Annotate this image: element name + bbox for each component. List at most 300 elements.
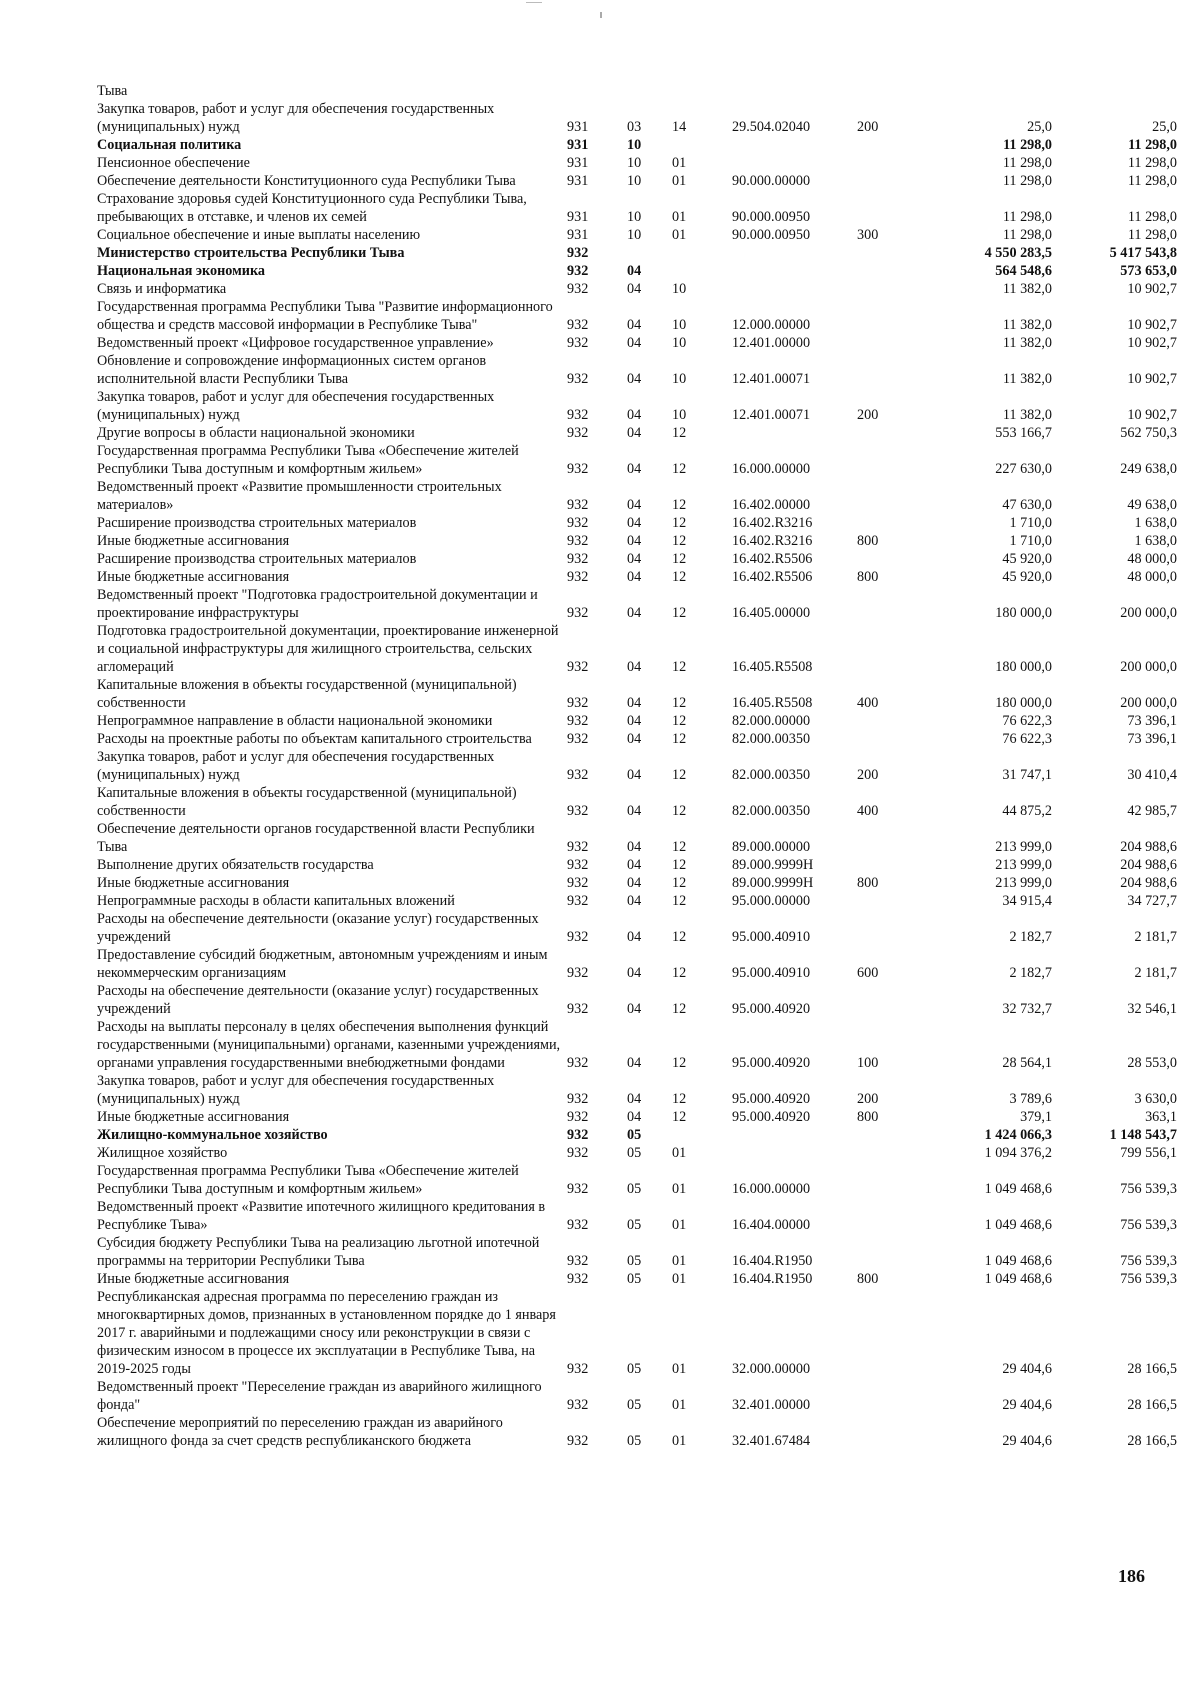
- cell-subsection: 14: [672, 119, 687, 135]
- cell-sum-year-1: 180 000,0: [995, 605, 1052, 621]
- table-row: [97, 478, 1177, 514]
- cell-name: Капитальные вложения в объекты государственной (муниципальной) собственности: [97, 677, 517, 711]
- cell-target-article: 82.000.00350: [732, 731, 811, 747]
- cell-sum-year-1: 2 182,7: [1009, 965, 1052, 981]
- cell-subsection: 10: [672, 407, 687, 423]
- cell-sum-year-2: 73 396,1: [1127, 731, 1177, 747]
- table-row: [97, 892, 1177, 910]
- cell-sum-year-1: 25,0: [1027, 119, 1052, 135]
- cell-sum-year-1: 213 999,0: [995, 875, 1052, 891]
- cell-sum-year-2: 562 750,3: [1120, 425, 1177, 441]
- cell-subsection: 12: [672, 839, 687, 855]
- cell-name: Ведомственный проект «Развитие промышленности строительных материалов»: [97, 479, 502, 513]
- cell-sum-year-2: 573 653,0: [1120, 263, 1177, 279]
- table-row: [97, 946, 1177, 982]
- table-row: [97, 1270, 1177, 1288]
- cell-target-article: 16.402.R5506: [732, 551, 813, 567]
- table-row: [97, 748, 1177, 784]
- cell-sum-year-1: 1 049 468,6: [984, 1217, 1052, 1233]
- cell-expense-type: 800: [857, 875, 879, 891]
- cell-sum-year-1: 29 404,6: [1002, 1361, 1052, 1377]
- table-row: [97, 280, 1177, 298]
- cell-sum-year-2: 28 166,5: [1127, 1361, 1177, 1377]
- cell-name: Иные бюджетные ассигнования: [97, 875, 290, 891]
- cell-subsection: 12: [672, 425, 687, 441]
- cell-target-article: 82.000.00350: [732, 767, 811, 783]
- cell-target-article: 12.000.00000: [732, 317, 811, 333]
- cell-subsection: 12: [672, 713, 687, 729]
- cell-target-article: 16.000.00000: [732, 1181, 811, 1197]
- cell-target-article: 32.401.67484: [732, 1433, 811, 1449]
- table-row: [97, 568, 1177, 586]
- table-row: [97, 172, 1177, 190]
- cell-expense-type: 200: [857, 767, 879, 783]
- cell-target-article: 16.404.R1950: [732, 1271, 813, 1287]
- cell-sum-year-2: 10 902,7: [1127, 371, 1177, 387]
- cell-name: Обеспечение мероприятий по переселению граждан из аварийного жилищного фонда за счет средств республиканского бюджета: [97, 1415, 503, 1449]
- cell-sum-year-2: 48 000,0: [1127, 551, 1177, 567]
- cell-section: 04: [627, 731, 642, 747]
- cell-expense-type: 800: [857, 1271, 879, 1287]
- cell-sum-year-2: 756 539,3: [1120, 1217, 1177, 1233]
- cell-name: Государственная программа Республики Тыва "Развитие информационного общества и средств массовой информации в Республике Тыва": [97, 299, 553, 333]
- table-row: [97, 262, 1177, 280]
- cell-section: 04: [627, 803, 642, 819]
- cell-sum-year-2: 5 417 543,8: [1109, 245, 1177, 261]
- cell-section: 04: [627, 551, 642, 567]
- cell-name: Социальное обеспечение и иные выплаты населению: [97, 227, 421, 243]
- cell-section: 04: [627, 317, 642, 333]
- scan-mark: [526, 2, 542, 3]
- cell-grbs: 932: [567, 533, 589, 549]
- cell-target-article: 90.000.00950: [732, 227, 811, 243]
- cell-sum-year-1: 32 732,7: [1002, 1001, 1052, 1017]
- cell-sum-year-1: 227 630,0: [995, 461, 1052, 477]
- table-row: [97, 712, 1177, 730]
- cell-section: 04: [627, 263, 642, 279]
- cell-grbs: 932: [567, 875, 589, 891]
- cell-sum-year-1: 2 182,7: [1009, 929, 1052, 945]
- table-row: [97, 730, 1177, 748]
- cell-sum-year-2: 200 000,0: [1120, 695, 1177, 711]
- cell-subsection: 12: [672, 965, 687, 981]
- cell-grbs: 932: [567, 1055, 589, 1071]
- cell-name: Социальная политика: [97, 137, 242, 153]
- cell-sum-year-1: 1 094 376,2: [984, 1145, 1052, 1161]
- cell-section: 05: [627, 1217, 642, 1233]
- cell-sum-year-2: 11 298,0: [1127, 173, 1177, 189]
- cell-section: 10: [627, 137, 642, 153]
- cell-sum-year-2: 3 630,0: [1134, 1091, 1177, 1107]
- cell-sum-year-2: 756 539,3: [1120, 1271, 1177, 1287]
- cell-section: 04: [627, 1055, 642, 1071]
- cell-grbs: 932: [567, 695, 589, 711]
- cell-section: 05: [627, 1145, 642, 1161]
- cell-sum-year-2: 200 000,0: [1120, 605, 1177, 621]
- cell-sum-year-2: 73 396,1: [1127, 713, 1177, 729]
- cell-subsection: 01: [672, 227, 687, 243]
- table-row: [97, 982, 1177, 1018]
- cell-section: 05: [627, 1433, 642, 1449]
- cell-subsection: 12: [672, 1001, 687, 1017]
- cell-target-article: 95.000.40920: [732, 1001, 811, 1017]
- table-row: [97, 1378, 1177, 1414]
- cell-name: Государственная программа Республики Тыва «Обеспечение жителей Республики Тыва доступным и комфортным жильем»: [97, 443, 519, 477]
- cell-grbs: 932: [567, 1397, 589, 1413]
- cell-sum-year-2: 32 546,1: [1127, 1001, 1177, 1017]
- cell-sum-year-1: 28 564,1: [1002, 1055, 1052, 1071]
- cell-sum-year-2: 11 298,0: [1127, 227, 1177, 243]
- cell-name: Обеспечение деятельности Конституционного суда Республики Тыва: [97, 173, 516, 189]
- cell-subsection: 12: [672, 893, 687, 909]
- cell-sum-year-2: 34 727,7: [1127, 893, 1177, 909]
- cell-expense-type: 400: [857, 695, 879, 711]
- cell-sum-year-1: 29 404,6: [1002, 1397, 1052, 1413]
- cell-section: 04: [627, 335, 642, 351]
- table-row: [97, 514, 1177, 532]
- cell-section: 05: [627, 1397, 642, 1413]
- cell-grbs: 932: [567, 893, 589, 909]
- cell-sum-year-2: 28 553,0: [1127, 1055, 1177, 1071]
- cell-sum-year-1: 31 747,1: [1002, 767, 1052, 783]
- cell-subsection: 01: [672, 1397, 687, 1413]
- cell-sum-year-2: 28 166,5: [1127, 1397, 1177, 1413]
- cell-grbs: 931: [567, 155, 589, 171]
- table-row: [97, 244, 1177, 262]
- cell-sum-year-1: 11 298,0: [1002, 209, 1052, 225]
- cell-name: Жилищно-коммунальное хозяйство: [97, 1127, 328, 1143]
- cell-sum-year-1: 1 710,0: [1009, 515, 1052, 531]
- cell-subsection: 01: [672, 1145, 687, 1161]
- cell-grbs: 932: [567, 263, 589, 279]
- cell-target-article: 32.401.00000: [732, 1397, 811, 1413]
- cell-sum-year-1: 180 000,0: [995, 695, 1052, 711]
- cell-target-article: 95.000.40920: [732, 1109, 811, 1125]
- cell-target-article: 16.000.00000: [732, 461, 811, 477]
- cell-subsection: 01: [672, 1253, 687, 1269]
- cell-expense-type: 300: [857, 227, 879, 243]
- cell-grbs: 932: [567, 965, 589, 981]
- cell-name: Обеспечение деятельности органов государственной власти Республики Тыва: [97, 821, 535, 855]
- cell-subsection: 01: [672, 1217, 687, 1233]
- cell-grbs: 932: [567, 281, 589, 297]
- cell-target-article: 95.000.00000: [732, 893, 811, 909]
- cell-section: 10: [627, 173, 642, 189]
- cell-target-article: 95.000.40910: [732, 965, 811, 981]
- cell-name: Расширение производства строительных материалов: [97, 551, 417, 567]
- cell-section: 04: [627, 893, 642, 909]
- cell-sum-year-1: 1 049 468,6: [984, 1253, 1052, 1269]
- cell-sum-year-2: 10 902,7: [1127, 317, 1177, 333]
- table-row: [97, 1126, 1177, 1144]
- table-row: [97, 388, 1177, 424]
- cell-grbs: 932: [567, 1271, 589, 1287]
- cell-expense-type: 100: [857, 1055, 879, 1071]
- cell-grbs: 932: [567, 1091, 589, 1107]
- cell-grbs: 932: [567, 839, 589, 855]
- cell-name: Подготовка градостроительной документации, проектирование инженерной и социальной инфраструктуры для жилищного строительства, сельских агломераций: [97, 623, 559, 675]
- table-row: [97, 298, 1177, 334]
- cell-sum-year-1: 11 382,0: [1002, 281, 1052, 297]
- cell-subsection: 10: [672, 317, 687, 333]
- cell-subsection: 12: [672, 767, 687, 783]
- cell-sum-year-2: 756 539,3: [1120, 1181, 1177, 1197]
- cell-subsection: 01: [672, 1433, 687, 1449]
- cell-section: 04: [627, 857, 642, 873]
- cell-section: 04: [627, 1091, 642, 1107]
- cell-sum-year-1: 553 166,7: [995, 425, 1052, 441]
- cell-grbs: 932: [567, 425, 589, 441]
- cell-expense-type: 200: [857, 119, 879, 135]
- cell-section: 10: [627, 155, 642, 171]
- cell-sum-year-1: 379,1: [1020, 1109, 1052, 1125]
- cell-sum-year-1: 213 999,0: [995, 857, 1052, 873]
- table-row: [97, 1072, 1177, 1108]
- cell-section: 04: [627, 281, 642, 297]
- cell-name: Ведомственный проект «Цифровое государственное управление»: [97, 335, 494, 351]
- cell-sum-year-1: 76 622,3: [1002, 731, 1052, 747]
- cell-subsection: 10: [672, 335, 687, 351]
- cell-section: 05: [627, 1361, 642, 1377]
- cell-subsection: 01: [672, 1181, 687, 1197]
- table-row: [97, 676, 1177, 712]
- table-row: [97, 856, 1177, 874]
- cell-sum-year-2: 11 298,0: [1127, 209, 1177, 225]
- cell-subsection: 12: [672, 659, 687, 675]
- cell-grbs: 932: [567, 1181, 589, 1197]
- cell-grbs: 932: [567, 1217, 589, 1233]
- cell-grbs: 931: [567, 137, 589, 153]
- table-row: [97, 424, 1177, 442]
- cell-section: 05: [627, 1253, 642, 1269]
- cell-name: Государственная программа Республики Тыва «Обеспечение жителей Республики Тыва доступным и комфортным жильем»: [97, 1163, 519, 1197]
- cell-target-article: 89.000.00000: [732, 839, 811, 855]
- table-row: [97, 1018, 1177, 1072]
- table-row: [97, 874, 1177, 892]
- cell-section: 05: [627, 1271, 642, 1287]
- cell-grbs: 932: [567, 515, 589, 531]
- cell-section: 04: [627, 533, 642, 549]
- cell-section: 10: [627, 209, 642, 225]
- cell-subsection: 12: [672, 551, 687, 567]
- cell-section: 04: [627, 767, 642, 783]
- cell-sum-year-1: 1 049 468,6: [984, 1271, 1052, 1287]
- cell-sum-year-1: 1 424 066,3: [984, 1127, 1052, 1143]
- table-row: [97, 532, 1177, 550]
- cell-grbs: 932: [567, 461, 589, 477]
- cell-section: 04: [627, 407, 642, 423]
- cell-grbs: 932: [567, 1253, 589, 1269]
- cell-sum-year-1: 29 404,6: [1002, 1433, 1052, 1449]
- cell-grbs: 932: [567, 335, 589, 351]
- table-row: [97, 352, 1177, 388]
- cell-grbs: 932: [567, 245, 589, 261]
- cell-expense-type: 200: [857, 407, 879, 423]
- cell-name: Пенсионное обеспечение: [97, 155, 250, 171]
- cell-sum-year-1: 1 049 468,6: [984, 1181, 1052, 1197]
- cell-target-article: 16.402.R3216: [732, 533, 813, 549]
- cell-grbs: 932: [567, 1361, 589, 1377]
- table-row: [97, 442, 1177, 478]
- cell-name: Страхование здоровья судей Конституционного суда Республики Тыва, пребывающих в отставке, и членов их семей: [97, 191, 527, 225]
- cell-name: Закупка товаров, работ и услуг для обеспечения государственных (муниципальных) нужд: [97, 389, 495, 423]
- cell-sum-year-2: 200 000,0: [1120, 659, 1177, 675]
- table-row: [97, 190, 1177, 226]
- cell-sum-year-2: 28 166,5: [1127, 1433, 1177, 1449]
- cell-section: 05: [627, 1181, 642, 1197]
- table-row: [97, 154, 1177, 172]
- cell-subsection: 12: [672, 929, 687, 945]
- cell-sum-year-1: 11 298,0: [1002, 155, 1052, 171]
- cell-section: 04: [627, 515, 642, 531]
- cell-grbs: 932: [567, 605, 589, 621]
- cell-sum-year-2: 11 298,0: [1128, 137, 1177, 153]
- cell-target-article: 82.000.00350: [732, 803, 811, 819]
- cell-section: 04: [627, 965, 642, 981]
- cell-grbs: 932: [567, 767, 589, 783]
- cell-sum-year-1: 11 298,0: [1002, 227, 1052, 243]
- cell-sum-year-2: 1 638,0: [1134, 533, 1177, 549]
- table-row: [97, 136, 1177, 154]
- cell-sum-year-1: 11 298,0: [1002, 173, 1052, 189]
- cell-section: 03: [627, 119, 642, 135]
- cell-name: Ведомственный проект «Развитие ипотечного жилищного кредитования в Республике Тыва»: [97, 1199, 546, 1233]
- cell-grbs: 932: [567, 1127, 589, 1143]
- cell-name: Иные бюджетные ассигнования: [97, 1109, 290, 1125]
- cell-name: Министерство строительства Республики Тыва: [97, 245, 405, 261]
- cell-subsection: 12: [672, 461, 687, 477]
- cell-target-article: 90.000.00000: [732, 173, 811, 189]
- cell-grbs: 931: [567, 119, 589, 135]
- table-row: [97, 784, 1177, 820]
- cell-sum-year-2: 10 902,7: [1127, 281, 1177, 297]
- table-row: [97, 1198, 1177, 1234]
- cell-target-article: 16.404.R1950: [732, 1253, 813, 1269]
- cell-subsection: 12: [672, 1109, 687, 1125]
- cell-name: Другие вопросы в области национальной экономики: [97, 425, 415, 441]
- cell-section: 04: [627, 1001, 642, 1017]
- cell-section: 04: [627, 425, 642, 441]
- cell-sum-year-2: 1 148 543,7: [1109, 1127, 1177, 1143]
- cell-subsection: 01: [672, 1361, 687, 1377]
- table-row: [97, 910, 1177, 946]
- cell-name: Расходы на выплаты персоналу в целях обеспечения выполнения функций государственными (муниципальными) органами, казенными учреждениями, органами управления государственными внебюджетными фондами: [97, 1019, 561, 1071]
- cell-sum-year-1: 11 382,0: [1002, 317, 1052, 333]
- cell-subsection: 12: [672, 1091, 687, 1107]
- cell-sum-year-1: 4 550 283,5: [984, 245, 1052, 261]
- cell-name: Тыва: [97, 83, 128, 99]
- cell-name: Капитальные вложения в объекты государственной (муниципальной) собственности: [97, 785, 517, 819]
- cell-sum-year-1: 45 920,0: [1002, 569, 1052, 585]
- cell-expense-type: 200: [857, 1091, 879, 1107]
- cell-grbs: 931: [567, 209, 589, 225]
- table-row: [97, 586, 1177, 622]
- cell-name: Непрограммное направление в области национальной экономики: [97, 713, 493, 729]
- cell-sum-year-2: 48 000,0: [1127, 569, 1177, 585]
- cell-sum-year-1: 34 915,4: [1002, 893, 1052, 909]
- cell-sum-year-2: 49 638,0: [1127, 497, 1177, 513]
- cell-target-article: 16.402.R5506: [732, 569, 813, 585]
- cell-grbs: 932: [567, 407, 589, 423]
- cell-name: Ведомственный проект "Переселение граждан из аварийного жилищного фонда": [97, 1379, 542, 1413]
- cell-target-article: 16.405.R5508: [732, 695, 813, 711]
- cell-sum-year-2: 249 638,0: [1120, 461, 1177, 477]
- cell-target-article: 12.401.00071: [732, 371, 811, 387]
- cell-grbs: 932: [567, 1109, 589, 1125]
- table-row: [97, 1288, 1177, 1378]
- cell-grbs: 932: [567, 713, 589, 729]
- cell-sum-year-2: 42 985,7: [1127, 803, 1177, 819]
- cell-section: 04: [627, 839, 642, 855]
- cell-subsection: 12: [672, 497, 687, 513]
- cell-grbs: 932: [567, 551, 589, 567]
- cell-subsection: 01: [672, 1271, 687, 1287]
- cell-sum-year-2: 204 988,6: [1120, 857, 1177, 873]
- cell-subsection: 01: [672, 209, 687, 225]
- cell-subsection: 12: [672, 605, 687, 621]
- cell-expense-type: 800: [857, 1109, 879, 1125]
- cell-section: 10: [627, 227, 642, 243]
- cell-name: Закупка товаров, работ и услуг для обеспечения государственных (муниципальных) нужд: [97, 1073, 495, 1107]
- cell-grbs: 932: [567, 569, 589, 585]
- cell-grbs: 932: [567, 497, 589, 513]
- cell-target-article: 82.000.00000: [732, 713, 811, 729]
- cell-grbs: 932: [567, 1433, 589, 1449]
- cell-name: Расходы на проектные работы по объектам капитального строительства: [97, 731, 532, 747]
- cell-grbs: 932: [567, 371, 589, 387]
- cell-section: 05: [627, 1127, 642, 1143]
- cell-sum-year-1: 45 920,0: [1002, 551, 1052, 567]
- cell-grbs: 931: [567, 227, 589, 243]
- cell-name: Национальная экономика: [97, 263, 266, 279]
- scan-dot: [600, 12, 602, 18]
- cell-grbs: 932: [567, 929, 589, 945]
- cell-sum-year-1: 564 548,6: [995, 263, 1052, 279]
- cell-name: Иные бюджетные ассигнования: [97, 1271, 290, 1287]
- cell-expense-type: 600: [857, 965, 879, 981]
- cell-name: Иные бюджетные ассигнования: [97, 533, 290, 549]
- cell-sum-year-2: 204 988,6: [1120, 875, 1177, 891]
- cell-sum-year-2: 2 181,7: [1134, 965, 1177, 981]
- cell-subsection: 12: [672, 857, 687, 873]
- cell-grbs: 932: [567, 317, 589, 333]
- table-row: [97, 550, 1177, 568]
- cell-target-article: 16.402.R3216: [732, 515, 813, 531]
- cell-sum-year-2: 10 902,7: [1127, 335, 1177, 351]
- cell-target-article: 95.000.40920: [732, 1091, 811, 1107]
- cell-sum-year-2: 1 638,0: [1134, 515, 1177, 531]
- cell-grbs: 932: [567, 1145, 589, 1161]
- cell-sum-year-2: 10 902,7: [1127, 407, 1177, 423]
- cell-sum-year-2: 363,1: [1145, 1109, 1177, 1125]
- cell-subsection: 12: [672, 1055, 687, 1071]
- cell-section: 04: [627, 461, 642, 477]
- cell-name: Обновление и сопровождение информационных систем органов исполнительной власти Республики Тыва: [97, 353, 487, 387]
- table-row: [97, 1108, 1177, 1126]
- page-number: 186: [1118, 1566, 1145, 1586]
- cell-subsection: 12: [672, 569, 687, 585]
- cell-name: Иные бюджетные ассигнования: [97, 569, 290, 585]
- table-row: [97, 1234, 1177, 1270]
- cell-expense-type: 800: [857, 533, 879, 549]
- cell-section: 04: [627, 497, 642, 513]
- cell-target-article: 16.405.R5508: [732, 659, 813, 675]
- cell-subsection: 01: [672, 173, 687, 189]
- cell-name: Жилищное хозяйство: [97, 1145, 228, 1161]
- table-row: [97, 226, 1177, 244]
- table-row: [97, 820, 1177, 856]
- cell-section: 04: [627, 569, 642, 585]
